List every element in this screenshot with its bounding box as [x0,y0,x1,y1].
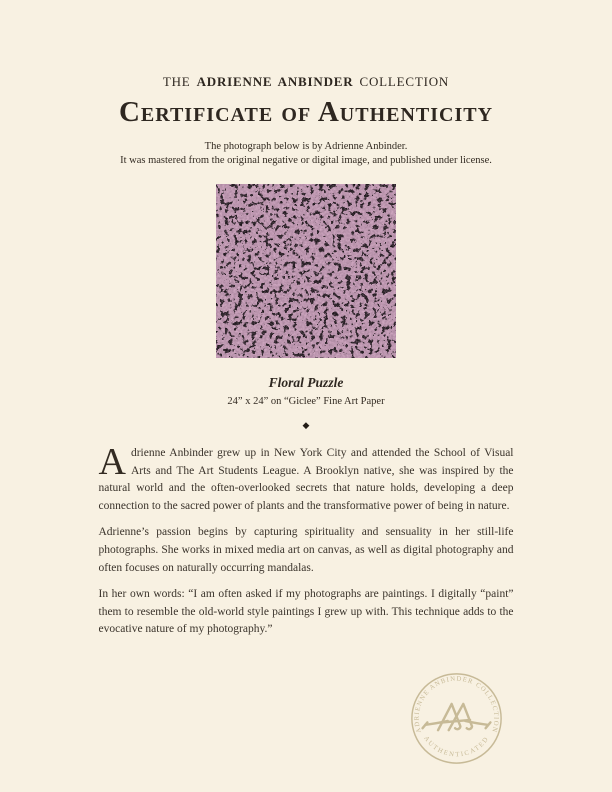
seal-arc-bottom-text: AUTHENTICATED [422,734,491,759]
bio-paragraph-1 [98,441,514,515]
double-a-monogram-icon [423,704,491,730]
authenticity-seal-graphic [408,670,505,767]
seal-arc-top-text: ADRIENNE ANBINDER COLLECTION [413,675,500,734]
intro-line-2: It was mastered from the original negative or digital image, and published under license. [120,155,492,166]
artist-bio [98,441,514,639]
bio-paragraph-3: In her own words: “I am often asked if my photographs are paintings. I digitally “paint” them to resemble the old-world style paintings I grew up with. This technique adds to the evocative nature of my photography.” [98,588,514,636]
bio-paragraph-2: Adrienne’s passion begins by capturing spirituality and sensuality in her still-life photographs. She works in mixed media art on canvas, as well as digital photography and often focuses on naturally occurring mandalas. [98,526,514,574]
artwork-image [216,184,396,358]
diamond-separator-icon: ◆ [302,420,310,430]
collection-header-brand: ADRIENNE ANBINDER [196,74,354,89]
collection-header [0,74,612,90]
collection-header-suffix: COLLECTION [359,74,450,89]
artwork-floral-texture [216,184,396,358]
certificate-title: Certificate of Authenticity [118,96,494,128]
intro-line-1: The photograph below is by Adrienne Anbinder. [204,141,408,152]
collection-header-prefix: THE [162,74,191,89]
artwork-spec: 24” x 24” on “Giclee” Fine Art Paper [227,396,385,407]
bio-paragraph-1-text: drienne Anbinder grew up in New York City and attended the School of Visual Arts and The Art Students League. A Brooklyn native, she was inspired by the natural world and the often-overlooked secrets that nature holds, developing a deep connection to the sacred power of plants and the transformative power of being in nature. [98,447,514,512]
intro-block [0,140,612,168]
authenticity-seal [408,670,505,767]
dropcap-letter: A [98,441,126,483]
artwork-title: Floral Puzzle [268,375,344,390]
